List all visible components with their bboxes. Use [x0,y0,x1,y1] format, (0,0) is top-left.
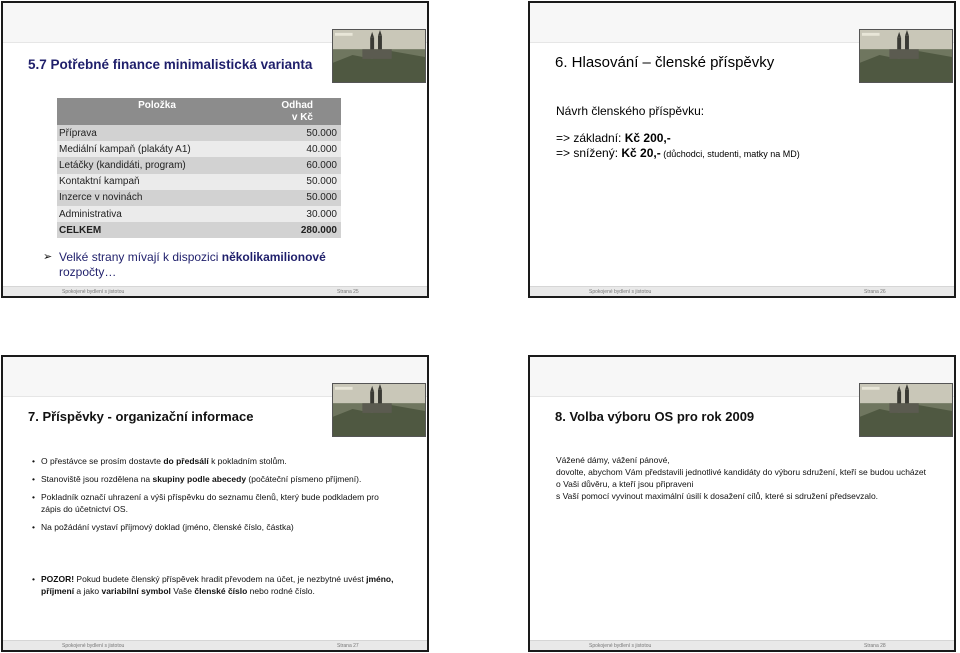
fee-basic-line [556,131,671,145]
list-item [32,473,381,485]
column-header-estimate-line2: v Kč [291,112,313,123]
total-value: 280.000 [257,222,341,238]
warning-text: Vaše [170,586,195,596]
fee-basic-amount: Kč 200,- [624,131,671,145]
footer-slogan: Spokojené bydlení s jistotou [589,289,652,295]
slide-title: 8. Volba výboru OS pro rok 2009 [555,409,755,424]
footer-slogan: Spokojené bydlení s jistotou [589,643,652,649]
list-item [32,491,381,515]
total-label: CELKEM [57,222,257,238]
column-header-estimate [257,98,341,125]
table-row [57,206,341,222]
list-item [32,455,381,467]
slide-footer [3,286,427,296]
table-row [57,157,341,173]
bullet-icon: • [32,492,35,502]
table-header-row [57,98,341,125]
slide-28 [528,355,956,652]
fee-reduced-amount: Kč 20,- [621,146,661,160]
fee-reduced-note: (důchodci, studenti, matky na MD) [660,149,800,159]
table-row [57,141,341,157]
table-row [57,174,341,190]
castle-photo [859,383,953,437]
item-text: Stanoviště jsou rozdělena na [41,474,153,484]
row-value: 60.000 [257,157,341,173]
row-item: Mediální kampaň (plakáty A1) [57,141,257,157]
warning-label: POZOR! [41,574,75,584]
budget-note-bullet [43,250,373,280]
footer-page-number: Strana 28 [864,643,886,649]
column-header-estimate-line1: Odhad [281,100,313,111]
fee-basic-label: => základní: [556,131,625,145]
note-text-part: Velké strany mívají k dispozici [59,250,222,264]
intro-greeting: Vážené dámy, vážení pánové, [556,455,670,465]
castle-photo [332,383,426,437]
intro-paragraph: s Vaší pomocí vyvinout maximální úsilí k dosažení cílů, které si sdružení předsevzalo. [556,491,879,501]
slide-27 [1,355,429,652]
slide-title: 7. Příspěvky - organizační informace [28,409,254,424]
note-text-part: rozpočty… [59,265,117,279]
slide-footer [530,286,954,296]
castle-photo [859,29,953,83]
row-value: 40.000 [257,141,341,157]
column-header-item: Položka [57,98,257,125]
row-value: 50.000 [257,125,341,141]
table-total-row [57,222,341,238]
footer-slogan: Spokojené bydlení s jistotou [62,289,125,295]
budget-note-text [43,250,373,280]
row-item: Kontaktní kampaň [57,174,257,190]
item-text: Pokladník označí uhrazení a výši příspěvku do seznamu členů, který bude podkladem pro zápis do účetnictví OS. [41,492,379,514]
row-value: 50.000 [257,174,341,190]
warning-text-bold: jméno, příjmení [41,574,394,596]
fee-reduced-line [556,146,800,160]
warning-text-bold: členské číslo [194,586,248,596]
slide-26 [528,1,956,298]
row-value: 30.000 [257,206,341,222]
intro-paragraph: dovolte, abychom Vám představili jednotlivé kandidáty do výboru sdružení, kteří se budou ucházet o Vaši důvěru, a kteří jsou připraveni [556,467,926,489]
election-intro [556,454,926,502]
arrow-bullet-icon: ➢ [43,251,53,263]
list-item [32,521,381,533]
slide-footer [530,640,954,650]
slide-title: 6. Hlasování – členské příspěvky [555,54,775,71]
item-text: Na požádání vystaví příjmový doklad (jméno, členské číslo, částka) [41,522,294,532]
slide-title: 5.7 Potřebné finance minimalistická varianta [28,57,313,72]
bullet-icon: • [32,474,35,484]
bullet-icon: • [32,456,35,466]
row-value: 50.000 [257,190,341,206]
footer-slogan: Spokojené bydlení s jistotou [62,643,125,649]
row-item: Administrativa [57,206,257,222]
row-item: Inzerce v novinách [57,190,257,206]
budget-table [57,98,341,238]
bullet-icon: • [32,522,35,532]
item-text: O přestávce se prosím dostavte [41,456,164,466]
note-text-bold: několikamilionové [221,250,326,264]
item-text: (počáteční písmeno příjmení). [246,474,362,484]
item-text-bold: skupiny podle abecedy [152,474,247,484]
fee-proposal-lead: Návrh členského příspěvku: [556,104,705,118]
transfer-warning [32,573,403,597]
item-text: k pokladním stolům. [208,456,287,466]
fee-reduced-label: => snížený: [556,146,622,160]
warning-text: a jako [74,586,102,596]
warning-text: Pokud budete členský příspěvek hradit převodem na účet, je nezbytné uvést [74,574,367,584]
warning-text: nebo rodné číslo. [247,586,315,596]
castle-photo [332,29,426,83]
item-text-bold: do předsálí [163,456,209,466]
footer-page-number: Strana 26 [864,289,886,295]
bullet-icon: • [32,574,35,584]
table-row [57,125,341,141]
footer-page-number: Strana 27 [337,643,359,649]
footer-page-number: Strana 25 [337,289,359,295]
row-item: Příprava [57,125,257,141]
row-item: Letáčky (kandidáti, program) [57,157,257,173]
slide-footer [3,640,427,650]
slide-25 [1,1,429,298]
warning-text-bold: variabilní symbol [101,586,171,596]
table-row [57,190,341,206]
info-list [32,455,381,539]
